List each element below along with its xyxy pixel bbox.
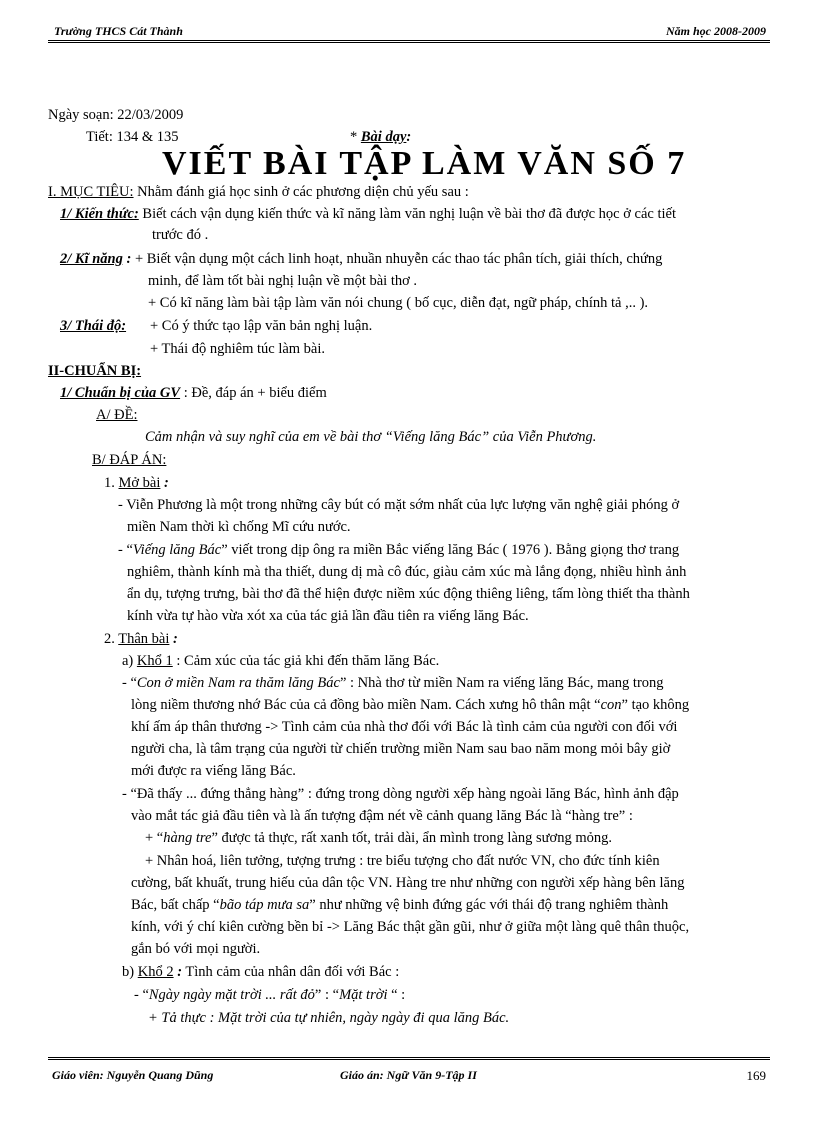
opening-p1-1: - Viễn Phương là một trong những cây bút có mặt sớm nhất của lực lượng văn nghệ giải phóng ở (118, 497, 680, 513)
skills-line (60, 250, 662, 268)
quote-open-3: - “ (134, 987, 149, 1003)
stanza-2-colon: : (173, 964, 183, 980)
section-1-intro: Nhằm đánh giá học sinh ở các phương diện chủ yếu sau : (133, 184, 469, 200)
body-colon: : (169, 631, 178, 647)
stanza-1-p2-2: vào mắt tác giả đầu tiên và là ấn tượng đậm nét về cảnh quang lăng Bác là “hàng tre” : (131, 808, 633, 824)
page-header (48, 22, 770, 40)
section-1-heading: I. MỤC TIÊU: (48, 184, 134, 200)
skills-colon: : (122, 251, 132, 267)
stanza-1-p3-1 (145, 829, 612, 847)
stanza-1-heading (122, 652, 439, 670)
stanza-2-p2: + Tả thực : Mặt trời của tự nhiên, ngày ngày đi qua lăng Bác. (148, 1010, 510, 1026)
stanza-1-label: Khổ 1 (136, 653, 173, 669)
stanza-1-p4-2: cường, bất khuất, trung hiếu của dân tộc VN. Hàng tre như những con người xếp hàng bên lăng (131, 875, 685, 891)
opening-p2-1-text: ” viết trong dịp ông ra miền Bắc viếng lăng Bác ( 1976 ). Bằng giọng thơ trang (221, 542, 680, 558)
skills-text: + Biết vận dụng một cách linh hoạt, nhuần nhuyễn các thao tác phân tích, giải thích, chứng (131, 251, 663, 267)
attitude-label (60, 317, 126, 335)
stanza-1-p4-4: kính, với ý chí kiên cường bền bỉ -> Lăng Bác thật gần gũi, như ở giữa một làng quê thân thuộc, (131, 919, 690, 935)
stanza-1-p4-1: + Nhân hoá, liên tưởng, tượng trưng : tre biểu tượng cho đất nước VN, cho đức tính kiên (145, 853, 660, 869)
skills-text-2: minh, để làm tốt bài nghị luận về một bài thơ . (148, 273, 418, 289)
knowledge-text-2: trước đó . (152, 227, 209, 243)
stanza-2-pre: b) (122, 964, 138, 980)
stanza-2-label: Khổ 2 (137, 964, 174, 980)
stanza-1-p1-3: khí ấm áp thân thương -> Tình cảm của nhà thơ đối với Bác là tình cảm của người con đối với (131, 719, 678, 735)
stanza-1-quote: Con ở miền Nam ra thăm lăng Bác (136, 675, 340, 691)
stanza-1-p1-2 (131, 696, 689, 714)
opening-label: Mở bài (118, 475, 161, 491)
quote-open: - “ (118, 542, 133, 558)
answer-label: B/ ĐÁP ÁN: (92, 452, 167, 468)
stanza-1-p1-1 (122, 674, 664, 692)
stanza-1-p4-3-end: ” như những vệ binh đứng gác với thái độ trang nghiêm thành (309, 897, 669, 913)
opening-num: 1. (104, 475, 119, 491)
stanza-1-text: : Cảm xúc của tác giả khi đến thăm lăng Bác. (172, 653, 440, 669)
exam-text: Cảm nhận và suy nghĩ của em về bài thơ “Viếng lăng Bác” của Viễn Phương. (145, 429, 597, 445)
page-title: VIẾT BÀI TẬP LÀM VĂN SỐ 7 (162, 145, 687, 182)
stanza-1-p4-3-start: Bác, bất chấp “ (131, 897, 220, 913)
attitude-label-text: 3/ Thái độ: (60, 318, 127, 334)
lesson-plan-name: Giáo án: Ngữ Văn 9-Tập II (340, 1068, 477, 1082)
word-con: con (600, 697, 622, 713)
knowledge-label: 1/ Kiến thức: (60, 206, 139, 222)
exam-label: A/ ĐỀ: (96, 407, 138, 423)
knowledge-line (60, 205, 676, 223)
stanza-1-pre: a) (122, 653, 137, 669)
opening-p2-1 (118, 541, 679, 559)
page-number: 169 (746, 1068, 766, 1083)
prep-date: Ngày soạn: 22/03/2009 (48, 107, 184, 123)
stanza-1-p2-1: - “Đã thấy ... đứng thẳng hàng” : đứng trong dòng người xếp hàng ngoài lăng Bác, hình ảnh đập (122, 786, 679, 802)
stanza-1-p4-5: gắn bó với mọi người. (131, 941, 261, 957)
opening-p2-2: nghiêm, thành kính mà tha thiết, dung dị mà cô đúc, giàu cảm xúc mà lắng đọng, nhiều hình ảnh (127, 564, 687, 580)
phrase-bao-tap: bão táp mưa sa (219, 897, 310, 913)
stanza-1-p4-3 (131, 896, 668, 914)
lesson-label: Bài dạy (360, 129, 407, 145)
teacher-name: Giáo viên: Nguyễn Quang Dũng (52, 1068, 214, 1082)
skills-label: 2/ Kĩ năng (60, 251, 123, 267)
knowledge-text: Biết cách vận dụng kiến thức và kĩ năng làm văn nghị luận về bài thơ đã được học ở các tiết (138, 206, 676, 222)
attitude-text-1: + Có ý thức tạo lập văn bản nghị luận. (150, 318, 373, 334)
section-1-line (48, 183, 469, 201)
attitude-text-2: + Thái độ nghiêm túc làm bài. (150, 341, 326, 357)
stanza-2-text: Tình cảm của nhân dân đối với Bác : (182, 964, 400, 980)
body-label: Thân bài (118, 631, 170, 647)
lesson-period: Tiết: 134 & 135 (86, 129, 179, 145)
opening-colon: : (160, 475, 169, 491)
footer-rule (48, 1057, 770, 1060)
opening-p2-3: ẩn dụ, tượng trưng, bài thơ đã thể hiện được niềm xúc động thiêng liêng, tấm lòng thiết tha thành (127, 586, 690, 602)
body-num: 2. (104, 631, 119, 647)
lesson-colon: : (406, 129, 412, 145)
lesson-prefix: * (350, 129, 361, 145)
stanza-1-p1-2-end: ” tạo không (621, 697, 690, 713)
plus-quote: + “ (145, 830, 164, 846)
stanza-1-p1-2-text: lòng niềm thương nhớ Bác của cả đồng bào miền Nam. Cách xưng hô thân mật “ (131, 697, 601, 713)
school-name: Trường THCS Cát Thành (54, 24, 183, 38)
stanza-2-mid: ” : “ (314, 987, 340, 1003)
lesson-heading (350, 128, 411, 146)
teacher-prep-text: : Đề, đáp án + biểu điểm (180, 385, 327, 401)
stanza-2-p1 (134, 986, 405, 1004)
page-footer (48, 1068, 770, 1086)
word-hang-tre: hàng tre (163, 830, 212, 846)
opening-p1-2: miền Nam thời kì chống Mĩ cứu nước. (127, 519, 351, 535)
stanza-2-end: “ : (387, 987, 406, 1003)
school-year: Năm học 2008-2009 (666, 24, 766, 38)
opening-heading (104, 474, 169, 492)
stanza-1-p1-5: mới được ra viếng lăng Bác. (131, 763, 296, 779)
body-heading (104, 630, 178, 648)
stanza-2-heading (122, 963, 399, 981)
stanza-1-p1-1-text: ” : Nhà thơ từ miền Nam ra viếng lăng Bác, mang trong (339, 675, 664, 691)
quote-open-2: - “ (122, 675, 137, 691)
skills-text-3: + Có kĩ năng làm bài tập làm văn nói chung ( bố cục, diễn đạt, ngữ pháp, chính tả ,.. ). (148, 295, 649, 311)
teacher-prep-label: 1/ Chuẩn bị của GV (60, 385, 181, 401)
stanza-1-p3-1-text: ” được tả thực, rất xanh tốt, trải dài, ẩn mình trong làng sương mỏng. (211, 830, 612, 846)
stanza-1-p1-4: người cha, là tâm trạng của người từ chiến trường miền Nam sau bao năm mong mỏi bây giờ (131, 741, 671, 757)
section-2-heading: II-CHUẨN BỊ: (48, 363, 142, 379)
opening-p2-4: kính vừa tự hào vừa xót xa của tác giả lần đầu tiên ra viếng lăng Bác. (127, 608, 529, 624)
header-rule (48, 40, 770, 43)
poem-title: Viếng lăng Bác (132, 542, 222, 558)
stanza-2-quote: Ngày ngày mặt trời ... rất đỏ (148, 987, 315, 1003)
word-mat-troi: Mặt trời (339, 987, 388, 1003)
teacher-prep-line (60, 384, 327, 402)
